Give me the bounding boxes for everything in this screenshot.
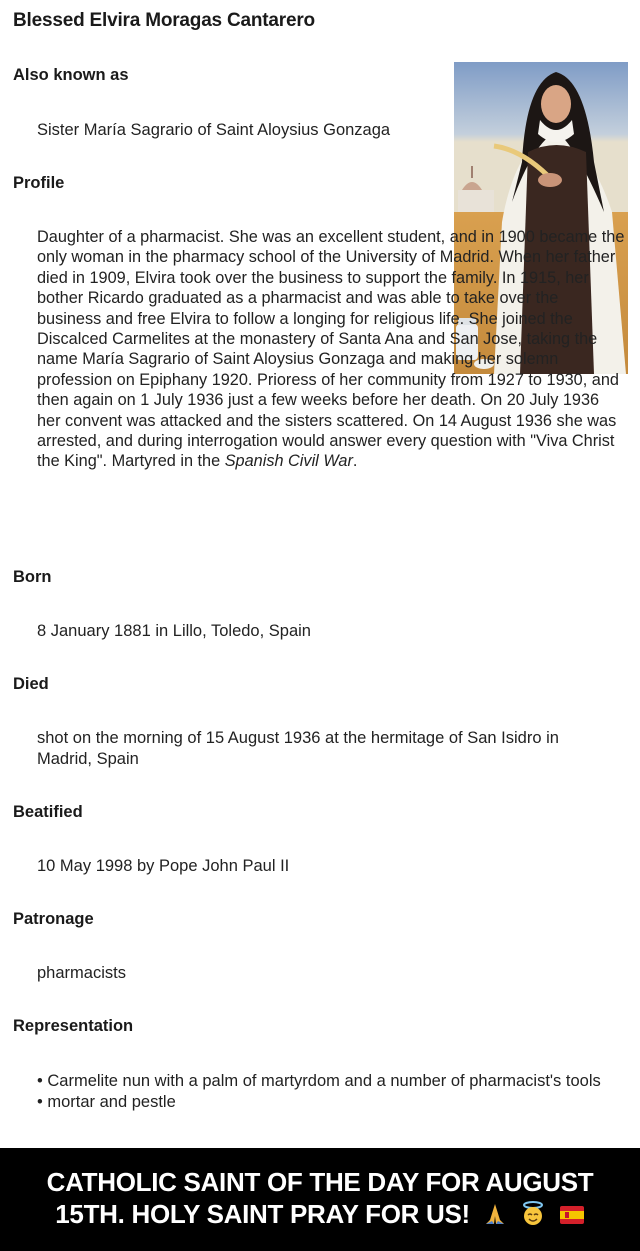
smiling-face-with-halo-icon <box>520 1200 546 1233</box>
praying-hands-icon <box>483 1201 507 1233</box>
heading-representation: Representation <box>13 1017 134 1035</box>
heading-profile: Profile <box>13 174 65 192</box>
representation-list <box>37 1071 612 1112</box>
banner-line-2 <box>0 1198 640 1233</box>
heading-born: Born <box>13 568 52 586</box>
heading-patronage: Patronage <box>13 910 94 928</box>
representation-item: • Carmelite nun with a palm of martyrdom and a number of pharmacist's tools <box>37 1072 601 1090</box>
heading-died: Died <box>13 675 49 693</box>
died-text: shot on the morning of 15 August 1936 at the hermitage of San Isidro in Madrid, Spain <box>37 729 559 768</box>
banner-line-1: CATHOLIC SAINT OF THE DAY FOR AUGUST <box>46 1167 594 1197</box>
patronage-text: pharmacists <box>37 964 126 982</box>
spanish-civil-war-link[interactable]: Spanish Civil War <box>224 452 353 471</box>
also-known-as-text: Sister María Sagrario of Saint Aloysius Gonzaga <box>37 121 391 139</box>
beatified-text: 10 May 1998 by Pope John Paul II <box>37 857 290 875</box>
born-text: 8 January 1881 in Lillo, Toledo, Spain <box>37 622 311 640</box>
profile-text <box>37 227 627 472</box>
heading-also-known-as: Also known as <box>13 66 129 84</box>
caption-banner <box>0 1148 640 1251</box>
representation-item: • mortar and pestle <box>37 1092 176 1111</box>
profile-body: Daughter of a pharmacist. She was an excellent student, and in 1900 became the only woman in the pharmacy school of the University of Madrid. When her father died in 1909, Elvira took over the business to support the family. In 1915, her bother Ricardo graduated as a pharmacist and was able to take over the business and free Elvira to follow a longing for religious life. She joined the Discalced Carmelites at the monastery of Santa Ana and San Jose, taking the name María Sagrario of Saint Aloysius Gonzaga and making her solemn profession on Epiphany 1920. Prioress of her community from 1927 to 1930, and then again on 1 July 1936 just a few weeks before her death. On 20 July 1936 her convent was attacked and the sisters scattered. On 14 August 1936 she was arrested, and during interrogation would answer every question with "Viva Christ the King". Martyred in the <box>37 228 625 471</box>
flag-spain-icon <box>559 1201 585 1233</box>
banner-line-2-text: 15TH. HOLY SAINT PRAY FOR US! <box>55 1199 470 1229</box>
page-title: Blessed Elvira Moragas Cantarero <box>13 10 315 31</box>
profile-end: . <box>352 452 358 471</box>
heading-beatified: Beatified <box>13 803 83 821</box>
